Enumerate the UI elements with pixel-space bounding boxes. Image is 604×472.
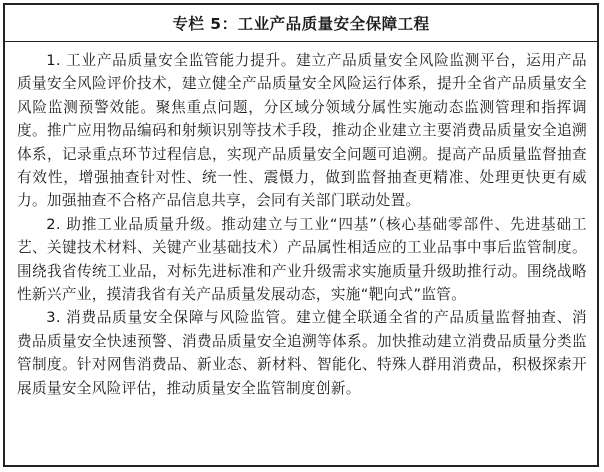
paragraph-2: 2. 助推工业品质量升级。推动建立与工业“四基”（核心基础零部件、先进基础工艺、关键技术材料、关键产业基础技术）产品属性相适应的工业品事中事后监管制度。围绕我省传统工业品，对标先进标准和产业升级需求实施质量升级助推行动。围绕战略性新兴产业，摸清我省有关产品质量发展动态，实施“靶向式”监管。 — [17, 215, 587, 304]
column-box — [3, 3, 599, 467]
paragraph-1: 1. 工业产品质量安全监管能力提升。建立产品质量安全风险监测平台，运用产品质量安全风险评价技术，建立健全产品质量安全风险运行体系，提升全省产品质量安全风险监测预警效能。聚焦重点问题，分区域分领域分属性实施动态监测管理和指挥调度。推广应用物品编码和射频识别等技术手段，推动企业建立主要消费品质量安全追溯体系，记录重点环节过程信息，实现产品质量安全问题可追溯。提高产品质量监督抽查有效性，增强抽查针对性、统一性、震慑力，做到监督抽查更精准、处理更快更有威力。加强抽查不合格产品信息共享，会同有关部门联动处置。 — [17, 52, 587, 210]
box-title: 专栏 5：工业产品质量安全保障工程 — [5, 5, 597, 42]
box-body — [5, 42, 597, 400]
paragraph-3: 3. 消费品质量安全保障与风险监管。建立健全联通全省的产品质量监督抽查、消费品质量安全快速预警、消费品质量安全追溯等体系。加快推动建立消费品质量分类监管制度。针对网售消费品、新业态、新材料、智能化、特殊人群用消费品，积极探索开展质量安全风险评估，推动质量安全监管制度创新。 — [17, 309, 587, 397]
